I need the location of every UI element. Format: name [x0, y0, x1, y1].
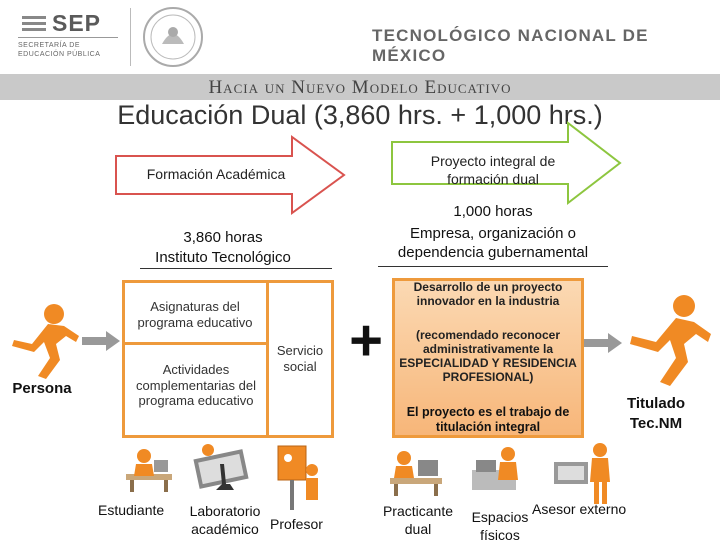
right-underline — [378, 266, 608, 267]
left-underline — [140, 268, 332, 269]
right-hours: 1,000 horas — [453, 203, 533, 220]
sep-divider — [18, 37, 118, 38]
academic-box-hdivider — [124, 342, 266, 345]
titulado-runner-icon — [616, 292, 712, 388]
persona-to-box-arrow — [82, 330, 122, 352]
sep-logo: SEP — [52, 10, 102, 36]
sep-subtitle-2: EDUCACIÓN PÚBLICA — [18, 51, 101, 58]
titulado-label: Titulado Tec.NM — [626, 395, 686, 432]
profesor-label: Profesor — [270, 516, 323, 532]
actividades-text: Actividades complementarias del programa educativo — [136, 362, 256, 409]
desarrollo-text: Desarrollo de un proyecto innovador en la industria — [413, 280, 563, 309]
persona-label: Persona — [12, 380, 72, 397]
asesor-externo-icon — [548, 438, 618, 508]
page-title: Educación Dual (3,860 hrs. + 1,000 hrs.) — [117, 100, 603, 130]
left-hours: 3,860 horas — [183, 229, 263, 246]
left-institution: Instituto Tecnológico — [155, 249, 291, 266]
header-divider — [130, 8, 131, 66]
practicante-label: Practicante dual — [382, 503, 454, 538]
plus-sign: + — [349, 308, 383, 373]
practicante-desk-icon — [384, 448, 448, 496]
right-place: Empresa, organización o dependencia gubernamental — [397, 225, 589, 262]
servicio-text: Servicio social — [276, 343, 324, 374]
asignaturas-text: Asignaturas del programa educativo — [137, 299, 253, 330]
sep-subtitle-1: SECRETARÍA DE — [18, 42, 80, 49]
laboratorio-label: Laboratorio académico — [189, 503, 261, 538]
laboratorio-microscope-icon — [186, 440, 256, 496]
persona-runner-icon — [2, 300, 80, 380]
sep-emblem-icon — [20, 12, 48, 36]
asesor-label: Asesor externo — [532, 501, 627, 517]
org-title: TECNOLÓGICO NACIONAL DE MÉXICO — [372, 26, 649, 65]
trabajo-text: El proyecto es el trabajo de titulación integral — [406, 405, 570, 434]
estudiante-desk-icon — [120, 446, 176, 492]
estudiante-label: Estudiante — [98, 502, 165, 518]
espacios-fisicos-icon — [466, 440, 528, 500]
espacios-label: Espacios físicos — [471, 509, 529, 544]
band-slogan: Hacia un Nuevo Modelo Educativo — [208, 77, 512, 98]
national-seal-icon — [142, 6, 204, 68]
recomendado-text: (recomendado reconocer administrativamente la ESPECIALIDAD Y RESIDENCIA PROFESIONAL) — [399, 328, 577, 385]
academic-box-vdivider — [266, 282, 269, 436]
profesor-board-icon — [272, 440, 324, 512]
formacion-label: Formación Académica — [146, 166, 286, 182]
proyecto-label: Proyecto integral de formación dual — [430, 153, 556, 188]
